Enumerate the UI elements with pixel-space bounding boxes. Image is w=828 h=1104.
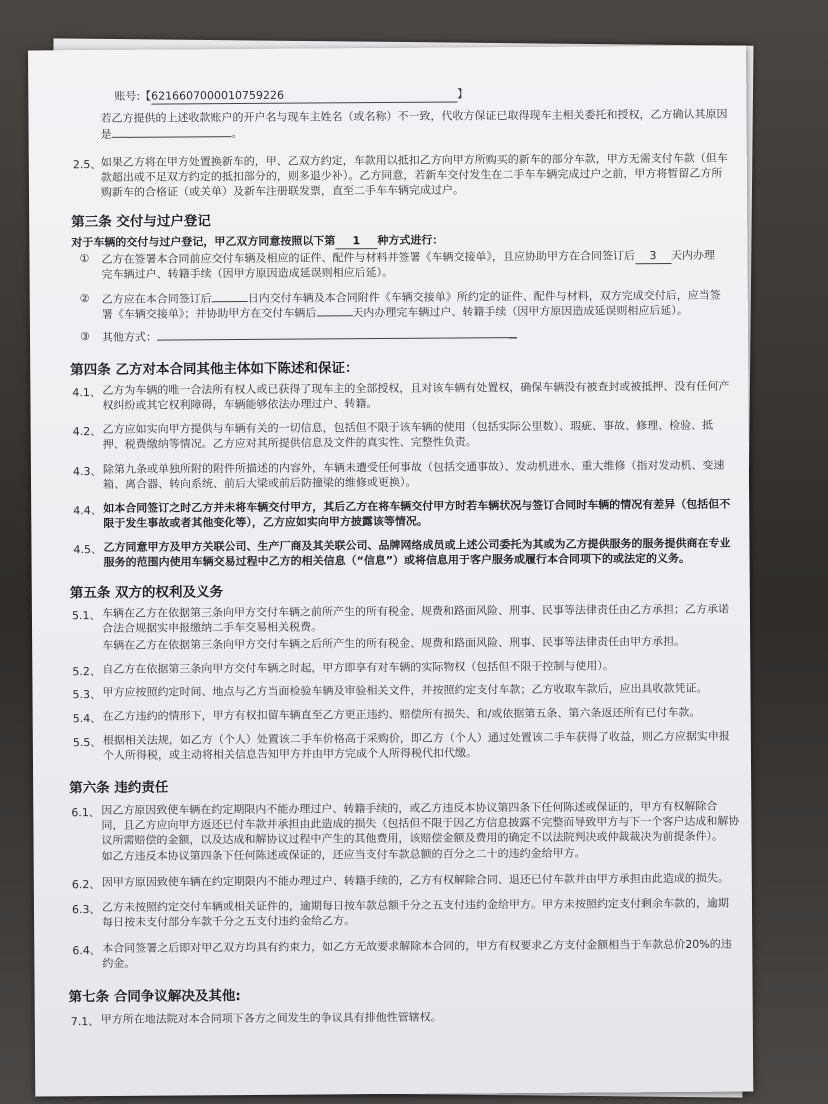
clause-number: 4.5、 bbox=[73, 543, 103, 557]
payee-note-line1: 若乙方提供的上述收款账户的开户名与现车主姓名（或名称）不一致，代收方保证已取得现车主相关委托和授权，乙方确认其原因 bbox=[100, 107, 728, 126]
clause-number: 4.3、 bbox=[72, 465, 102, 479]
account-value: 6216607000010759226 bbox=[151, 88, 457, 105]
clause-4-5-line2: 服务的范围内使用车辆交易过程中乙方的相关信息（“信息”）或将信息用于客户服务或履行本合同项下的或法定的义务。 bbox=[103, 551, 691, 569]
section-4-title: 第四条 乙方对本合同其他主体如下陈述和保证： bbox=[70, 360, 359, 379]
payee-reason-blank bbox=[112, 136, 232, 138]
item-marker: ③ bbox=[79, 330, 90, 344]
clause-7-1-line1: 甲方所在地法院对本合同项下各方之间发生的争议具有排他性管辖权。 bbox=[100, 1010, 442, 1027]
clause-4-2-line2: 押、税费缴纳等情况。乙方应对其所提供信息及文件的真实性、完整性负责。 bbox=[102, 435, 477, 451]
item-marker: ② bbox=[79, 292, 90, 306]
clause-4-5-line1: 乙方同意甲方及甲方关联公司、生产厂商及其关联公司、品牌网络成员或上述公司委托为其或为乙方提供服务的服务提供商在专业 bbox=[103, 536, 731, 554]
clause-6-2-line1: 因甲方原因致使车辆在约定期限内不能办理过户、转籍手续的，乙方有权解除合同、退还已付车款并由甲方承担由此造成的损失。 bbox=[101, 871, 729, 890]
payee-note-line2: 是 。 bbox=[100, 127, 243, 142]
section-3-item3: 其他方式： bbox=[102, 328, 517, 345]
section-5-title: 第五条 双方的权利及义务 bbox=[69, 584, 224, 602]
clause-number: 5.1、 bbox=[71, 609, 101, 623]
clause-5-3-line1: 甲方应按照约定时间、地点与乙方当面检验车辆及审验相关文件，并按照约定支付车款；乙方收取车款后，应出具收款凭证。 bbox=[102, 681, 708, 700]
clause-4-1-line2: 权纠纷或其它权利障碍，车辆能够依法办理过户、转籍。 bbox=[102, 397, 378, 412]
section-6-title: 第六条 违约责任 bbox=[69, 779, 169, 797]
clause-number: 5.2、 bbox=[72, 665, 101, 679]
other-method-blank bbox=[157, 337, 517, 341]
clause-5-1-line3: 车辆在乙方在依据第三条向甲方交付车辆之后所产生的所有税金、规费和路面风险、刑事、民事等法律责任由甲方承担。 bbox=[102, 634, 686, 653]
method-number: 1 bbox=[335, 234, 377, 249]
delivery-days-blank bbox=[212, 301, 248, 302]
contract-page bbox=[28, 45, 753, 1096]
clause-4-2-line1: 乙方应如实向甲方提供与车辆有关的一切信息，包括但不限于该车辆的使用（包括实际公里数）、瑕疵、事故、修理、检验、抵 bbox=[102, 418, 714, 436]
section-3-title: 第三条 交付与过户登记 bbox=[71, 213, 211, 231]
clause-4-4-line2: 限于发生事故或者其他变化等），乙方应如实向甲方披露该等情况。 bbox=[103, 514, 428, 530]
section-3-item1-line2: 完车辆过户、转籍手续（因甲方原因造成延误则相应后延）。 bbox=[101, 265, 394, 281]
clause-number: 5.4、 bbox=[72, 712, 102, 726]
clause-6-1-line4: 如乙方违反本协议第四条下任何陈述或保证的，还应当支付车款总额的百分之二十的违约金给甲方。 bbox=[101, 846, 586, 864]
clause-5-2-line1: 自乙方在依据第三条向甲方交付车辆之时起，甲方即享有对车辆的实际物权（包括但不限于控制与使用）。 bbox=[102, 659, 614, 677]
clause-6-1-line1: 因乙方原因致使车辆在约定期限内不能办理过户、转籍手续的，或乙方违反本协议第四条下任何陈述或保证的，甲方有权解除合 bbox=[101, 799, 718, 818]
clause-4-4-line1: 如本合同签订之时乙方并未将车辆交付甲方，其后乙方在将车辆交付甲方时若车辆状况与签订合同时车辆的情况有差异（包括但不 bbox=[103, 497, 731, 515]
clause-2-5-line3: 购新车的合格证（或关单）及新车注册联发票，直至二手车车辆完成过户。 bbox=[100, 183, 465, 199]
clause-6-1-line3: 议所需赔偿的金额，以及达成和解协议过程中产生的其他费用，该赔偿金额及费用的确定不以法院判决或仲裁裁决为前提条件）。 bbox=[101, 829, 724, 848]
clause-2-5-line1: 如果乙方将在甲方处置换新车的，甲、乙双方约定，车款用以抵扣乙方向甲方所购买的新车的部分车款，甲方无需支付车款（但车 bbox=[100, 151, 728, 170]
clause-6-3-line2: 每日按未支付部分车款千分之五支付违约金给乙方。 bbox=[102, 914, 356, 930]
clause-5-1-line2: 合法合规据实申报缴纳二手车交易相关税费。 bbox=[102, 620, 323, 636]
clause-6-4-line1: 本合同签署之后即对甲乙双方均具有约束力，如乙方无故要求解除本合同的，甲方有权要求乙方支付金额相当于车款总价20%的违 bbox=[102, 937, 732, 956]
days-value: 3 bbox=[635, 249, 671, 264]
section-3-intro: 对于车辆的交付与过户登记，甲乙双方同意按照以下第 1 种方式进行： bbox=[71, 233, 444, 250]
clause-5-5-line2: 个人所得税，或主动将相关信息告知甲方并由甲方完成个人所得税代扣代缴。 bbox=[102, 746, 477, 763]
account-label: 账号:【 bbox=[114, 89, 152, 103]
clause-4-1-line1: 乙方为车辆的唯一合法所有权人或已获得了现车主的全部授权，且对该车辆有处置权，确保车辆没有被查封或被抵押、没有任何产 bbox=[102, 379, 730, 397]
clause-5-1-line1: 车辆在乙方在依据第三条向甲方交付车辆之前所产生的所有税金、规费和路面风险、刑事、民事等法律责任由乙方承担；乙方承诺 bbox=[101, 602, 729, 621]
clause-number: 5.5、 bbox=[72, 736, 102, 750]
clause-4-3-line2: 箱、离合器、转向系统、前后大梁或前后防撞梁的维修或更换）。 bbox=[102, 475, 417, 491]
clause-number: 6.1、 bbox=[71, 806, 100, 820]
transfer-days-blank bbox=[316, 315, 352, 316]
clause-number: 4.1、 bbox=[72, 386, 101, 400]
clause-number: 6.4、 bbox=[72, 944, 101, 958]
clause-4-3-line1: 除第九条或单独所附的附件所描述的内容外，车辆未遭受任何事故（包括交通事故）、发动机进水、重大维修（指对发动机、变速 bbox=[102, 458, 725, 476]
clause-6-4-line2: 约金。 bbox=[102, 956, 136, 971]
clause-5-5-line1: 根据相关法规，如乙方（个人）处置该二手车价格高于采购价，即乙方（个人）通过处置该二手车获得了收益，则乙方应据实申报 bbox=[102, 729, 730, 748]
clause-number: 4.4、 bbox=[73, 504, 102, 518]
clause-number: 7.1、 bbox=[70, 1015, 100, 1029]
section-3-item1-line1: 乙方在签署本合同前应交付车辆及相应的证件、配件与材料并签署《车辆交接单》，且应协助甲方在合同签订后 3 天内办理 bbox=[101, 248, 715, 266]
clause-2-5-line2: 款超出或不足双方约定的抵扣部分的，则多退少补）。乙方同意，若新车交付发生在二手车车辆完成过户之前，甲方将暂留乙方所 bbox=[100, 166, 723, 185]
clause-6-1-line2: 同，且乙方应向甲方返还已付车款并承担由此造成的损失（包括但不限于因乙方信息披露不完整而导致甲方与下一个客户达成和解协 bbox=[101, 814, 740, 833]
section-3-item2-line1: 乙方应在本合同签订后 日内交付车辆及本合同附件《车辆交接单》所约定的证件、配件与材料，双方完成交付后，应当签 bbox=[101, 288, 721, 306]
clause-number: 4.2、 bbox=[72, 425, 102, 439]
clause-6-3-line1: 乙方未按照约定交付车辆或相关证件的，逾期每日按车款总额千分之五支付违约金给甲方。甲方未按照约定支付剩余车款的，逾期 bbox=[101, 896, 730, 915]
clause-number: 2.5、 bbox=[72, 157, 102, 172]
clause-number: 6.2、 bbox=[71, 878, 101, 892]
account-line bbox=[114, 87, 468, 104]
clause-number: 5.3、 bbox=[72, 688, 102, 702]
section-7-title: 第七条 合同争议解决及其他: bbox=[68, 988, 241, 1006]
account-close: 】 bbox=[456, 87, 469, 101]
section-3-item2-line2: 署《车辆交接单》；并协助甲方在交付车辆后 天内办理完车辆过户、转籍手续（因甲方原因造成延误则相应后延）。 bbox=[101, 303, 688, 321]
clause-5-4-line1: 在乙方违约的情形下，甲方有权扣留车辆直至乙方更正违约、赔偿所有损失、和/或依据第五条、第六条返还所有已付车款。 bbox=[102, 705, 701, 724]
clause-number: 6.3、 bbox=[71, 903, 101, 917]
item-marker: ① bbox=[79, 252, 90, 266]
